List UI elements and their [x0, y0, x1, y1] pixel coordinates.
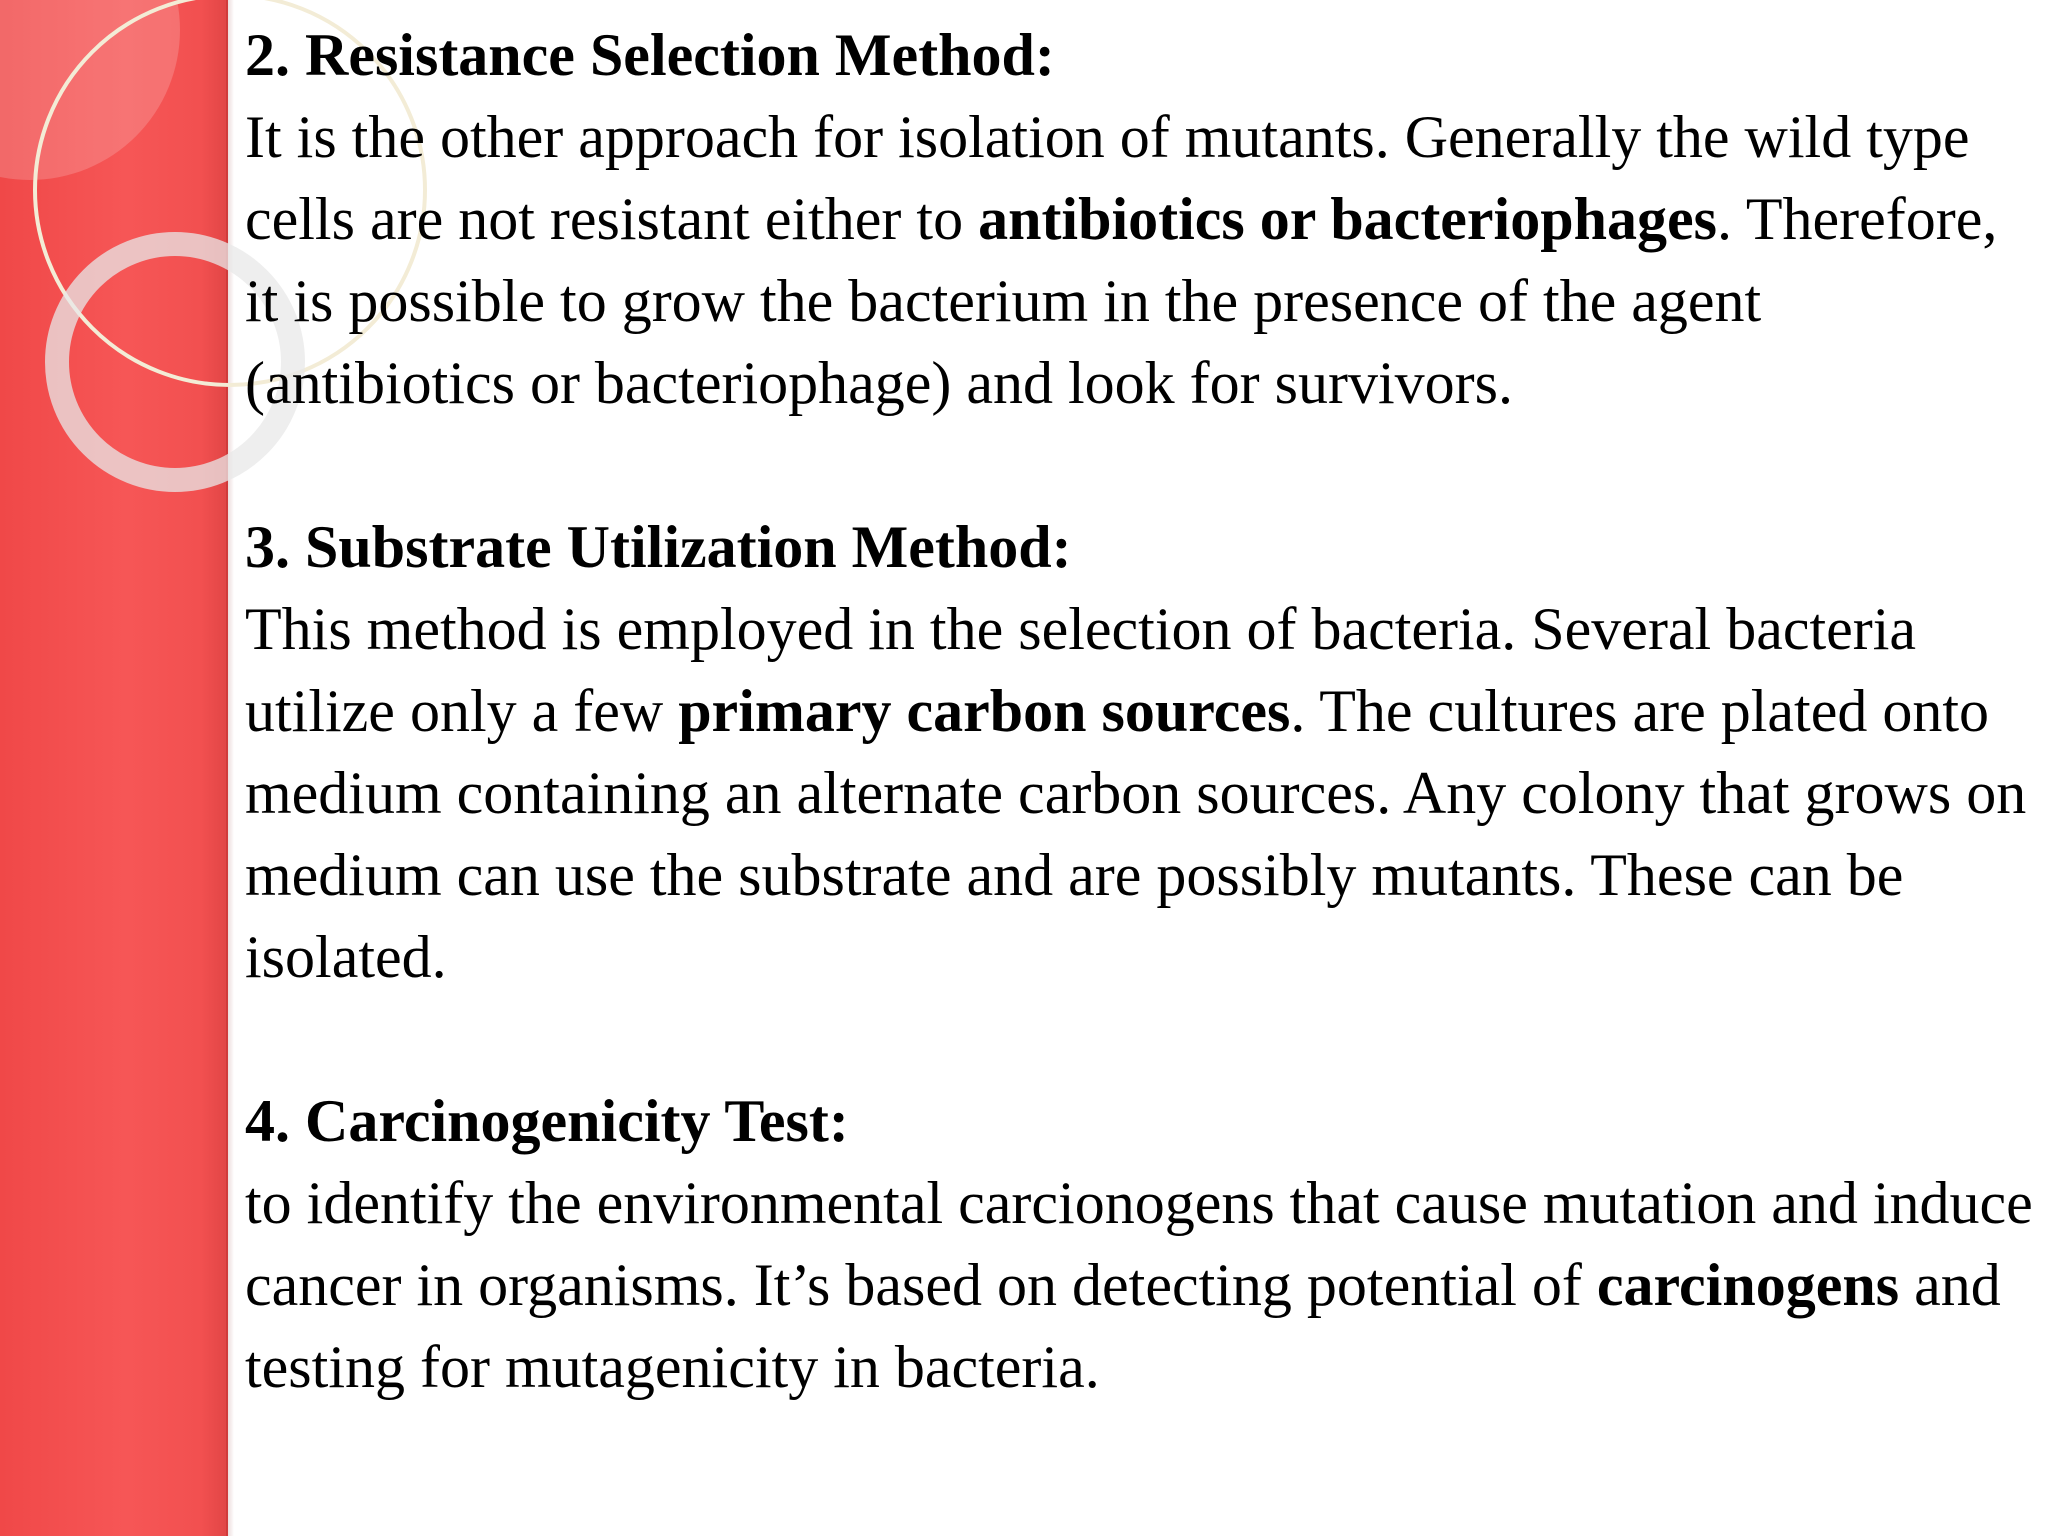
- section-paragraph: [245, 1162, 2035, 1408]
- paragraph-text: to identify the environmental carcionogens that cause mutation and induce cancer in organisms. It’s based on detecting potential of: [245, 1170, 2033, 1318]
- section-paragraph: [245, 588, 2035, 998]
- paragraph-text: . The cultures are plated onto medium containing an alternate carbon sources. Any colony that grows on medium can use the substrate and are possibly mutants. These can be isolated.: [245, 678, 2027, 990]
- section-substrate-utilization: [245, 506, 2035, 998]
- paragraph-emphasis: antibiotics or bacteriophages: [978, 186, 1717, 252]
- paragraph-text: It is the other approach for isolation of mutants. Generally the wild type cells are not resistant either to: [245, 104, 1970, 252]
- section-heading: 3. Substrate Utilization Method:: [245, 514, 1072, 580]
- decorative-soft-circle: [0, 0, 180, 180]
- paragraph-text: . Therefore, it is possible to grow the bacterium in the presence of the agent (antibiotics or bacteriophage) and look for survivors.: [245, 186, 1998, 416]
- section-resistance-selection: [245, 14, 2035, 424]
- slide-content: [245, 14, 2035, 1490]
- paragraph-emphasis: primary carbon sources: [678, 678, 1291, 744]
- section-heading: 2. Resistance Selection Method:: [245, 22, 1055, 88]
- section-heading: 4. Carcinogenicity Test:: [245, 1088, 849, 1154]
- section-carcinogenicity-test: [245, 1080, 2035, 1408]
- paragraph-emphasis: carcinogens: [1596, 1252, 1900, 1318]
- section-paragraph: [245, 96, 2035, 424]
- paragraph-text: This method is employed in the selection of bacteria. Several bacteria utilize only a few: [245, 596, 1917, 744]
- paragraph-text: and testing for mutagenicity in bacteria.: [245, 1252, 2001, 1400]
